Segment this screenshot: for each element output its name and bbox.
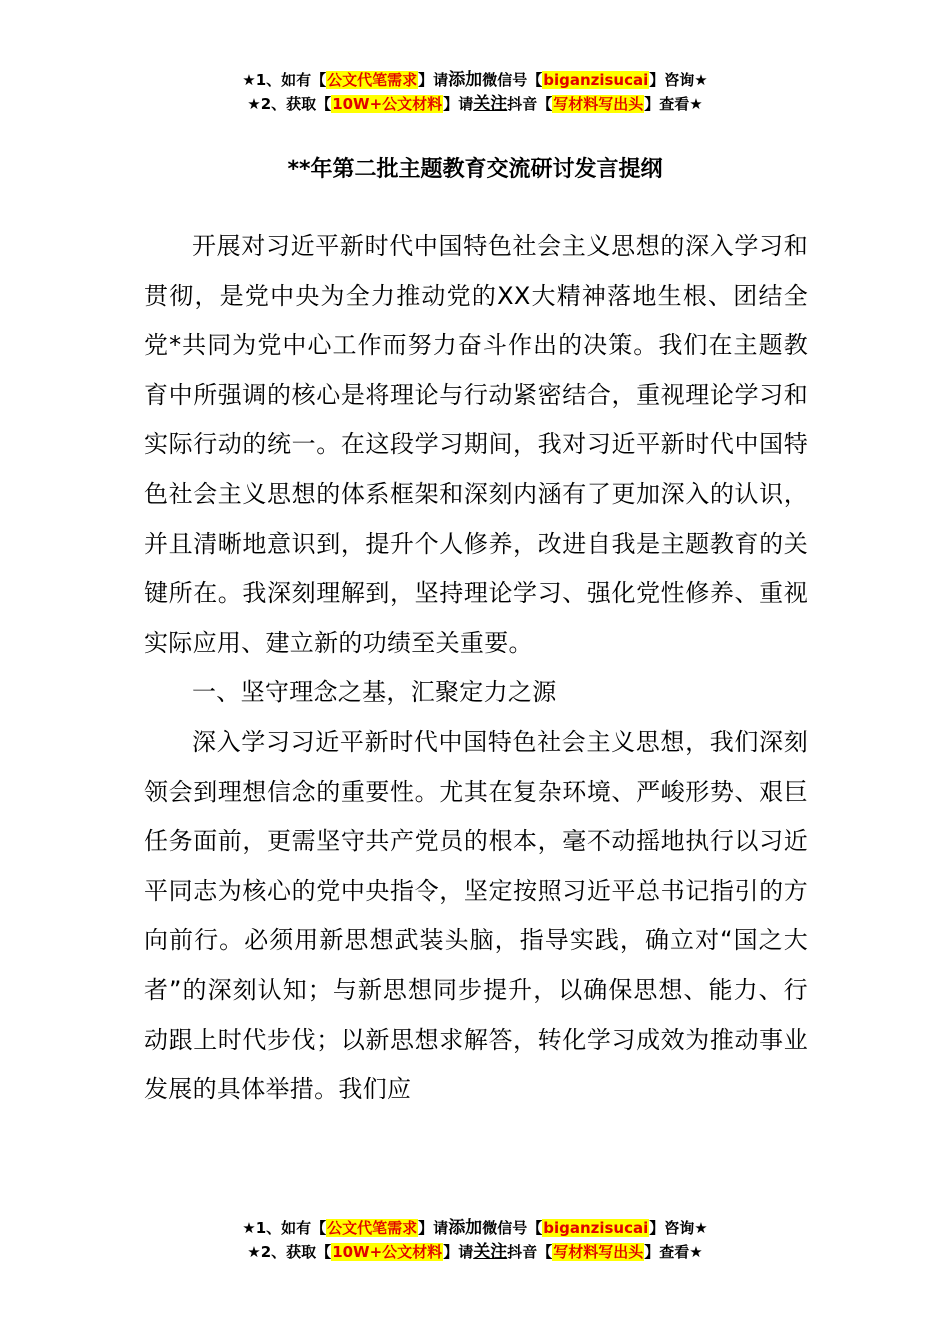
banner-line-2 bbox=[0, 92, 950, 116]
banner-text: 】请 bbox=[418, 1219, 449, 1237]
banner-text: 】请 bbox=[418, 71, 449, 89]
banner-emphasis: 添加 bbox=[448, 1218, 483, 1238]
section-heading: 一、坚守理念之基，汇聚定力之源 bbox=[192, 678, 557, 707]
footer-banner bbox=[0, 1216, 950, 1264]
banner-text: 微信号【 bbox=[482, 1219, 543, 1237]
banner-text: ★1、如有【 bbox=[242, 1219, 327, 1237]
banner-highlight: 10W+公文材料 bbox=[332, 1243, 443, 1261]
banner-highlight: biganzisucai bbox=[543, 1219, 649, 1237]
banner-highlight: 写材料写出头 bbox=[553, 1243, 644, 1261]
banner-highlight: 公文代笔需求 bbox=[327, 71, 418, 89]
banner-text: ★2、获取【 bbox=[247, 1243, 332, 1261]
document-body bbox=[144, 222, 808, 1115]
banner-text: 微信号【 bbox=[482, 71, 543, 89]
banner-highlight: 10W+公文材料 bbox=[332, 95, 443, 113]
banner-emphasis: 关注 bbox=[473, 94, 508, 114]
banner-text: 】咨询★ bbox=[649, 71, 708, 89]
banner-text: 】咨询★ bbox=[649, 1219, 708, 1237]
banner-text: ★1、如有【 bbox=[242, 71, 327, 89]
banner-text: 】请 bbox=[443, 1243, 474, 1261]
paragraph: 开展对习近平新时代中国特色社会主义思想的深入学习和贯彻，是党中央为全力推动党的XX大精神落地生根、团结全党*共同为党中心工作而努力奋斗作出的决策。我们在主题教育中所强调的核心是将理论与行动紧密结合，重视理论学习和实际行动的统一。在这段学习期间，我对习近平新时代中国特色社会主义思想的体系框架和深刻内涵有了更加深入的认识，并且清晰地意识到，提升个人修养，改进自我是主题教育的关键所在。我深刻理解到，坚持理论学习、强化党性修养、重视实际应用、建立新的功绩至关重要。 bbox=[144, 232, 808, 657]
banner-line-2 bbox=[0, 1240, 950, 1264]
document-title: **年第二批主题教育交流研讨发言提纲 bbox=[287, 157, 663, 182]
banner-line-1 bbox=[0, 1216, 950, 1240]
banner-highlight: biganzisucai bbox=[543, 71, 649, 89]
banner-text: 抖音【 bbox=[507, 1243, 553, 1261]
banner-highlight: 写材料写出头 bbox=[553, 95, 644, 113]
paragraph: 深入学习习近平新时代中国特色社会主义思想，我们深刻领会到理想信念的重要性。尤其在复杂环境、严峻形势、艰巨任务面前，更需坚守共产党员的根本，毫不动摇地执行以习近平同志为核心的党中央指令，坚定按照习近平总书记指引的方向前行。必须用新思想武装头脑，指导实践，确立对“国之大者”的深刻认知；与新思想同步提升，以确保思想、能力、行动跟上时代步伐；以新思想求解答，转化学习成效为推动事业发展的具体举措。我们应 bbox=[144, 727, 808, 1104]
banner-text: ★2、获取【 bbox=[247, 95, 332, 113]
banner-text: 抖音【 bbox=[507, 95, 553, 113]
banner-emphasis: 关注 bbox=[473, 1242, 508, 1262]
banner-line-1 bbox=[0, 68, 950, 92]
banner-text: 】查看★ bbox=[644, 1243, 703, 1261]
banner-text: 】查看★ bbox=[644, 95, 703, 113]
banner-highlight: 公文代笔需求 bbox=[327, 1219, 418, 1237]
banner-emphasis: 添加 bbox=[448, 70, 483, 90]
header-banner bbox=[0, 68, 950, 116]
banner-text: 】请 bbox=[443, 95, 474, 113]
